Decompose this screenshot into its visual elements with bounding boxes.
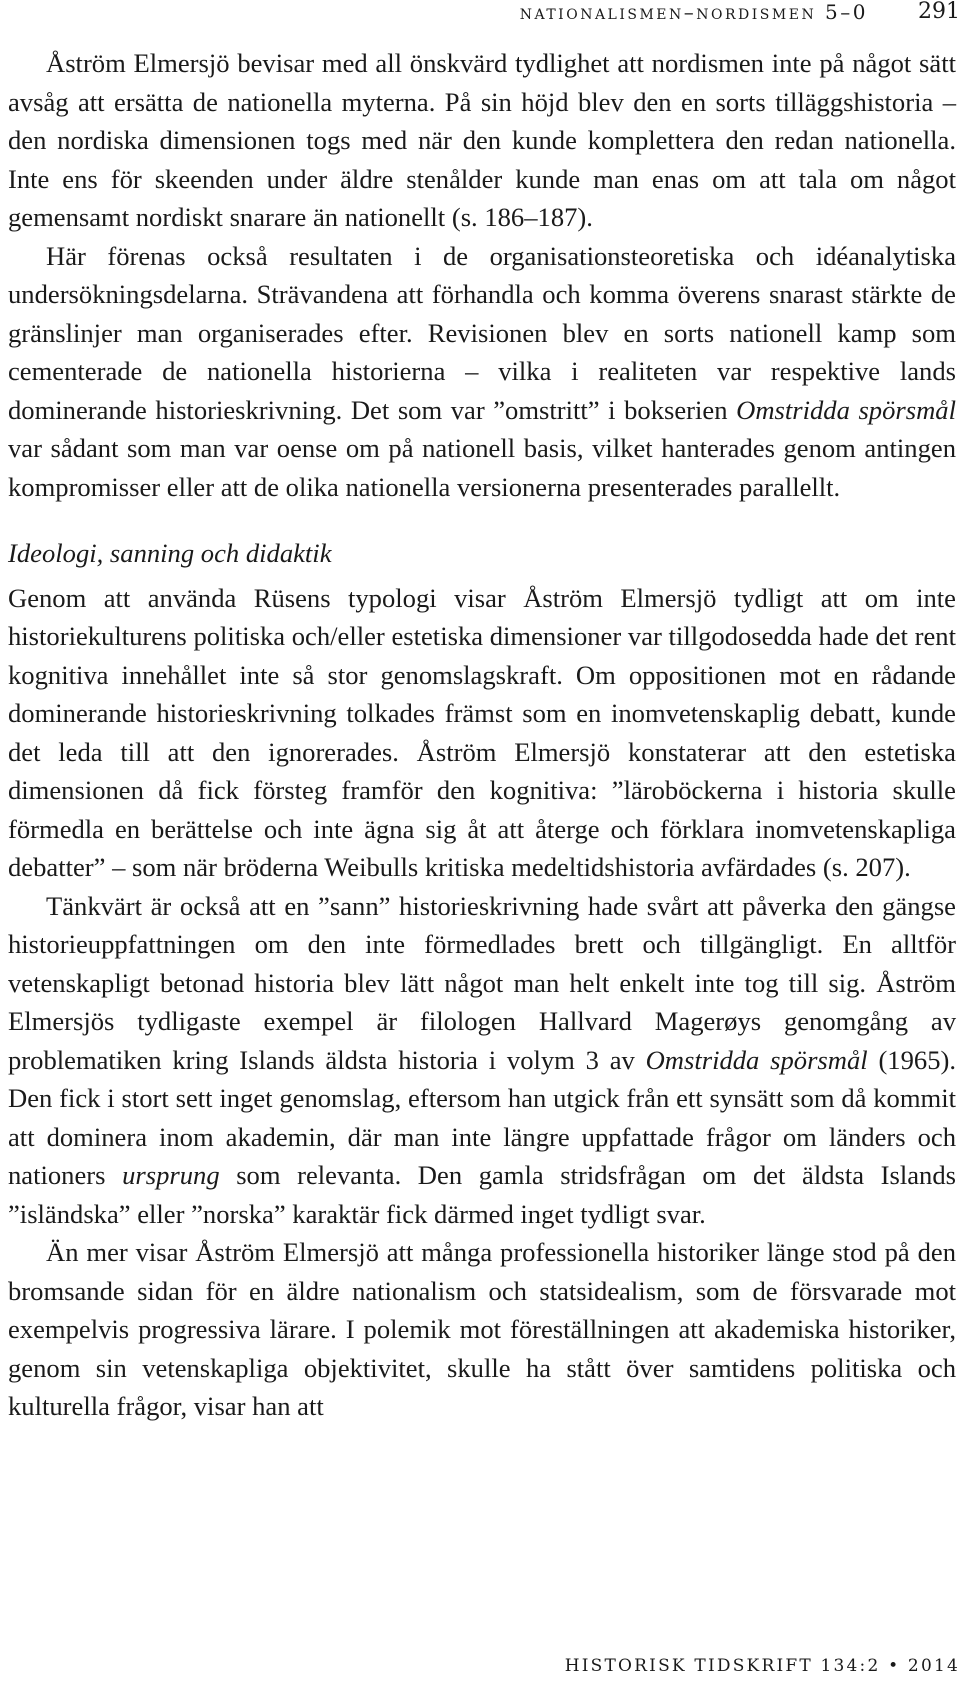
- journal-footer: HISTORISK TIDSKRIFT 134:2 • 2014: [564, 1656, 960, 1676]
- section-heading: Ideologi, sanning och didaktik: [8, 538, 332, 568]
- body-text: [8, 44, 956, 1426]
- book-series-title-2: Omstridda spörsmål: [645, 1044, 868, 1075]
- paragraph-3: Genom att använda Rüsens typologi visar Åström Elmersjö tydligt att om inte historiekulturens politiska och/eller estetiska dimensioner var tillgodosedda hade det rent kognitiva innehållet inte så stor genomslagskraft. Om oppositionen mot en rådande dominerande historieskrivning tolkades främst som en inomvetenskaplig debatt, kunde det leda till att den ignorerades. Åström Elmersjö konstaterar att den estetiska dimensionen då fick försteg framför den kognitiva: ”läroböckerna i historia skulle förmedla en berättelse och inte ägna sig åt att återge och förklara inomvetenskapliga debatter” – som när bröderna Weibulls kritiska medeltidshistoria avfärdades (s. 207).: [8, 582, 956, 882]
- paragraph-4-text-a: Tänkvärt är också att en ”sann” historieskrivning hade svårt att påverka den gängse historieuppfattningen om den inte förmedlades brett och tillgängligt. En alltför vetenskapligt betonad historia blev lätt något man helt enkelt inte tog till sig. Åström Elmersjös tydligaste exempel är filologen Hallvard Magerøys genomgång av problematiken kring Islands äldsta historia i volym 3 av: [8, 890, 956, 1075]
- paragraph-4-text-c: som relevanta. Den gamla stridsfrågan om det äldsta Islands ”isländska” eller ”norska” karaktär fick därmed inget tydligt svar.: [8, 1160, 956, 1229]
- paragraph-2-text-a: Här förenas också resultaten i de organisationsteoretiska och idéanalytiska undersökningsdelarna. Strävandena att förhandla och komma överens snarast stärkte de gränslinjer man organiserades efter. Revisionen blev en sorts nationell kamp som cementerade de nationella historierna – vilka i realiteten var respektive lands dominerande historieskrivning. Det som var ”omstritt” i bokserien: [8, 240, 956, 425]
- paragraph-1: Åström Elmersjö bevisar med all önskvärd tydlighet att nordismen inte på något sätt avsåg att ersätta de nationella myterna. På sin höjd blev den en sorts tilläggshistoria – den nordiska dimensionen togs med när den kunde komplettera den redan nationella. Inte ens för skeenden under äldre stenålder kunde man enas om att tala om något gemensamt nordiskt snarare än nationellt (s. 186–187).: [8, 48, 956, 232]
- paragraph-2-text-b: var sådant som man var oense om på nationell basis, vilket hanterades genom antingen kompromisser eller att de olika nationella versionerna presenterades parallellt.: [8, 433, 956, 502]
- paragraph-4-text-b: (1965). Den fick i stort sett inget genomslag, eftersom han utgick från ett synsätt som då kommit att dominera inom akademin, där man inte längre uppfattade frågor om länders och nationers: [8, 1044, 956, 1190]
- running-head: nationalismen–nordismen 5–0: [519, 0, 868, 24]
- paragraph-4: [8, 887, 956, 1234]
- page-number: 291: [918, 0, 960, 24]
- paragraph-5: Än mer visar Åström Elmersjö att många professionella historiker länge stod på den bromsande sidan för en äldre nationalism och statsidealism, som de försvarade mot exempelvis progressiva lärare. I polemik mot föreställningen att akademiska historiker, genom sin vetenskapliga objektivitet, skulle ha stått över samtidens politiska och kulturella frågor, visar han att: [8, 1237, 956, 1421]
- paragraph-2: [8, 237, 956, 507]
- book-series-title: Omstridda spörsmål: [736, 394, 956, 425]
- emphasis-ursprung: ursprung: [122, 1160, 220, 1190]
- page-header: [0, 0, 960, 28]
